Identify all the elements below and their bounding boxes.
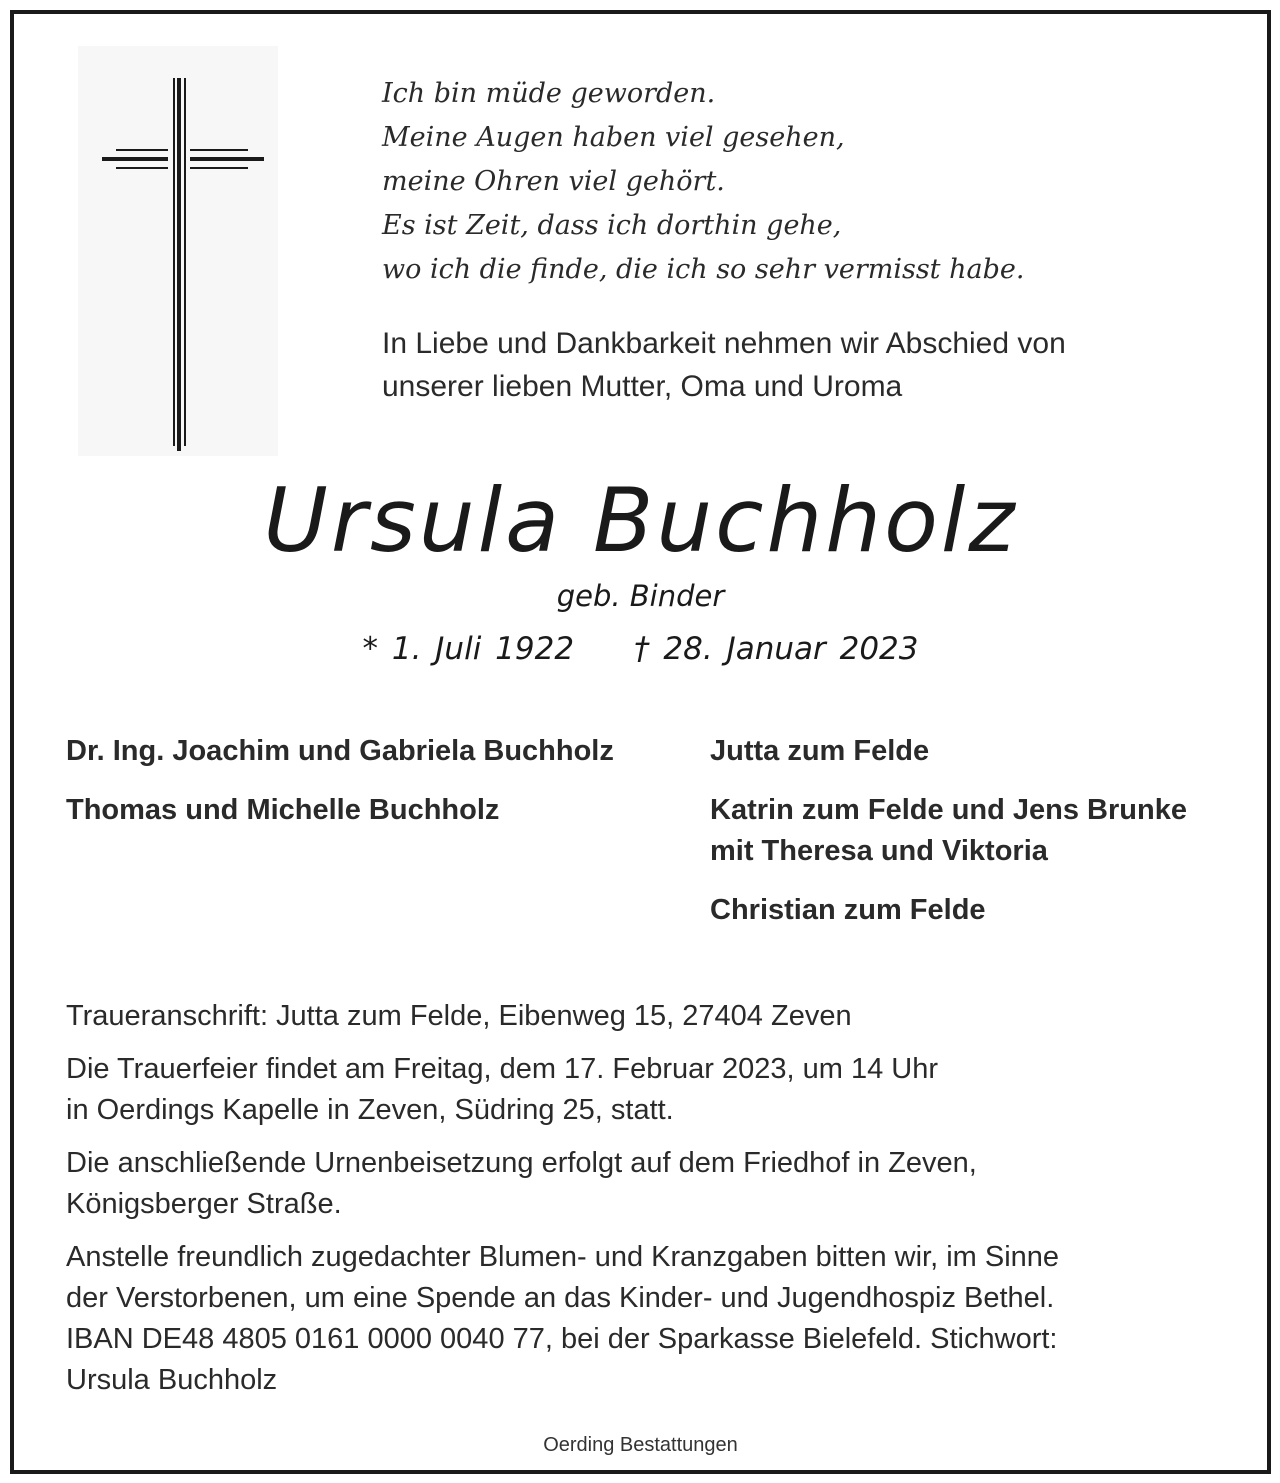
donation-line: Anstelle freundlich zugedachter Blumen- und Kranzgaben bitten wir, im Sinne (66, 1241, 1060, 1273)
poem-line: wo ich die finde, die ich so sehr vermisst habe. (382, 254, 1025, 285)
donation-line: IBAN DE48 4805 0161 0000 0040 77, bei der Sparkasse Bielefeld. Stichwort: (66, 1323, 1058, 1355)
mourner-entry: Jutta zum Felde (710, 735, 930, 767)
donation-line: Ursula Buchholz (66, 1364, 278, 1396)
life-dates (14, 631, 1267, 667)
mourner-entry: Christian zum Felde (710, 894, 986, 926)
burial-info (66, 1143, 1246, 1225)
poem-line: Ich bin müde geworden. (382, 78, 716, 109)
poem-line: Meine Augen haben viel gesehen, (382, 122, 845, 153)
mourners-right-column (710, 731, 1187, 931)
mourners-left-column (66, 731, 614, 831)
poem (382, 72, 1024, 292)
mourner-entry: Dr. Ing. Joachim und Gabriela Buchholz (66, 735, 614, 767)
mourner-entry: Thomas und Michelle Buchholz (66, 794, 500, 826)
ceremony-line: Die Trauerfeier findet am Freitag, dem 17. Februar 2023, um 14 Uhr (66, 1053, 939, 1085)
intro-text (382, 322, 1066, 408)
burial-line: Königsberger Straße. (66, 1188, 342, 1220)
poem-line: Es ist Zeit, dass ich dorthin gehe, (382, 210, 842, 241)
address-line: Traueranschrift: Jutta zum Felde, Eibenweg 15, 27404 Zeven (66, 1000, 852, 1032)
intro-line: In Liebe und Dankbarkeit nehmen wir Abschied von (382, 327, 1066, 360)
funeral-home-credit: Oerding Bestattungen (543, 1434, 738, 1456)
donation-info (66, 1237, 1246, 1401)
donation-line: der Verstorbenen, um eine Spende an das Kinder- und Jugendhospiz Bethel. (66, 1282, 1055, 1314)
mourner-entry-continued: mit Theresa und Viktoria (710, 835, 1048, 867)
maiden-name: geb. Binder (556, 579, 725, 613)
obituary-notice (10, 10, 1271, 1474)
ceremony-line: in Oerdings Kapelle in Zeven, Südring 25, statt. (66, 1094, 674, 1126)
funeral-details (66, 996, 1246, 1413)
ceremony-info (66, 1049, 1246, 1131)
poem-line: meine Ohren viel gehört. (382, 166, 725, 197)
birth-date: * 1. Juli 1922 (362, 631, 575, 667)
mourning-address (66, 996, 1246, 1037)
cross-icon (78, 46, 278, 456)
intro-line: unserer lieben Mutter, Oma und Uroma (382, 370, 903, 403)
burial-line: Die anschließende Urnenbeisetzung erfolgt auf dem Friedhof in Zeven, (66, 1147, 977, 1179)
deceased-name: Ursula Buchholz (263, 469, 1018, 572)
mourner-entry: Katrin zum Felde und Jens Brunke (710, 794, 1187, 826)
cross-icon-panel (78, 46, 278, 456)
death-date: † 28. Januar 2023 (634, 631, 919, 667)
